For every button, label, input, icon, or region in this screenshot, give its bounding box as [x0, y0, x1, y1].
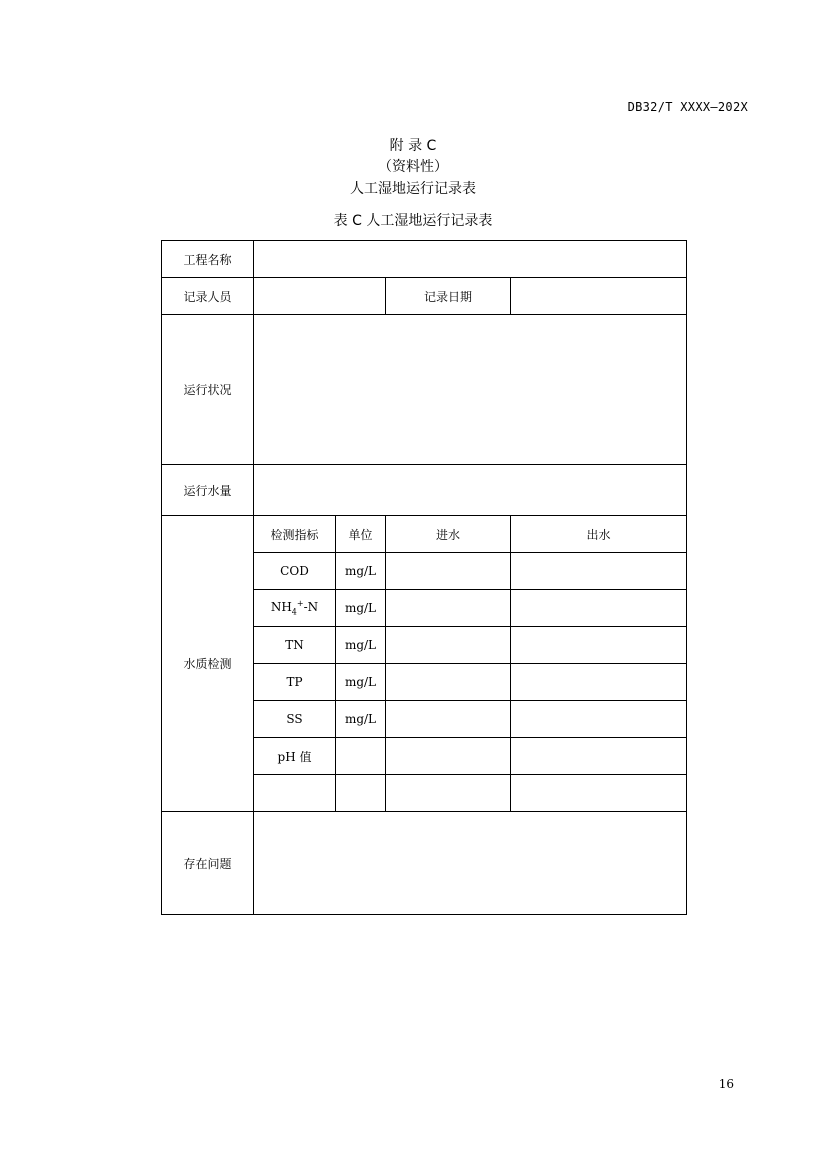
unit-cell: mg/L — [336, 590, 386, 627]
record-date-label: 记录日期 — [386, 278, 511, 315]
appendix-label: 附 录 C — [389, 138, 437, 154]
quality-header-row — [162, 516, 687, 553]
page-number: 16 — [718, 1077, 734, 1091]
inflow-value-cell[interactable] — [386, 664, 511, 701]
issues-label: 存在问题 — [162, 812, 254, 915]
outflow-value-cell[interactable] — [511, 664, 687, 701]
indicator-cell: pH 值 — [254, 738, 336, 775]
outflow-value-cell[interactable] — [511, 738, 687, 775]
appendix-nature: （资料性） — [378, 159, 448, 175]
status-field[interactable] — [254, 315, 687, 465]
indicator-cell — [254, 590, 336, 627]
inflow-value-cell[interactable] — [386, 701, 511, 738]
inflow-value-cell[interactable] — [386, 553, 511, 590]
inflow-header: 进水 — [386, 516, 511, 553]
recorder-field[interactable] — [254, 278, 386, 315]
outflow-value-cell[interactable] — [511, 701, 687, 738]
unit-cell — [336, 738, 386, 775]
inflow-value-cell[interactable] — [386, 775, 511, 812]
outflow-value-cell[interactable] — [511, 590, 687, 627]
indicator-subscript: 4 — [291, 607, 297, 617]
table-caption: 表 C 人工湿地运行记录表 — [333, 213, 493, 229]
record-date-field[interactable] — [511, 278, 687, 315]
inflow-value-cell[interactable] — [386, 738, 511, 775]
appendix-title: 人工湿地运行记录表 — [350, 181, 476, 197]
water-volume-field[interactable] — [254, 465, 687, 516]
unit-cell: mg/L — [336, 627, 386, 664]
outflow-value-cell[interactable] — [511, 627, 687, 664]
indicator-cell: TN — [254, 627, 336, 664]
standard-code: DB32/T XXXX—202X — [627, 100, 748, 114]
project-name-row — [162, 241, 687, 278]
recorder-label: 记录人员 — [162, 278, 254, 315]
indicator-base: NH — [270, 600, 292, 615]
project-name-field[interactable] — [254, 241, 687, 278]
inflow-value-cell[interactable] — [386, 627, 511, 664]
unit-cell[interactable] — [336, 775, 386, 812]
indicator-tail: -N — [303, 600, 319, 615]
outflow-value-cell[interactable] — [511, 553, 687, 590]
issues-row — [162, 812, 687, 915]
unit-header: 单位 — [336, 516, 386, 553]
indicator-cell[interactable] — [254, 775, 336, 812]
unit-cell: mg/L — [336, 664, 386, 701]
issues-field[interactable] — [254, 812, 687, 915]
status-row — [162, 315, 687, 465]
record-table — [161, 240, 687, 915]
unit-cell: mg/L — [336, 553, 386, 590]
water-volume-row — [162, 465, 687, 516]
project-name-label: 工程名称 — [162, 241, 254, 278]
indicator-cell: TP — [254, 664, 336, 701]
outflow-value-cell[interactable] — [511, 775, 687, 812]
indicator-cell: COD — [254, 553, 336, 590]
status-label: 运行状况 — [162, 315, 254, 465]
recorder-row — [162, 278, 687, 315]
unit-cell: mg/L — [336, 701, 386, 738]
quality-section-label: 水质检测 — [162, 516, 254, 812]
water-volume-label: 运行水量 — [162, 465, 254, 516]
indicator-header: 检测指标 — [254, 516, 336, 553]
indicator-cell: SS — [254, 701, 336, 738]
indicator-superscript: + — [296, 599, 304, 609]
outflow-header: 出水 — [511, 516, 687, 553]
inflow-value-cell[interactable] — [386, 590, 511, 627]
